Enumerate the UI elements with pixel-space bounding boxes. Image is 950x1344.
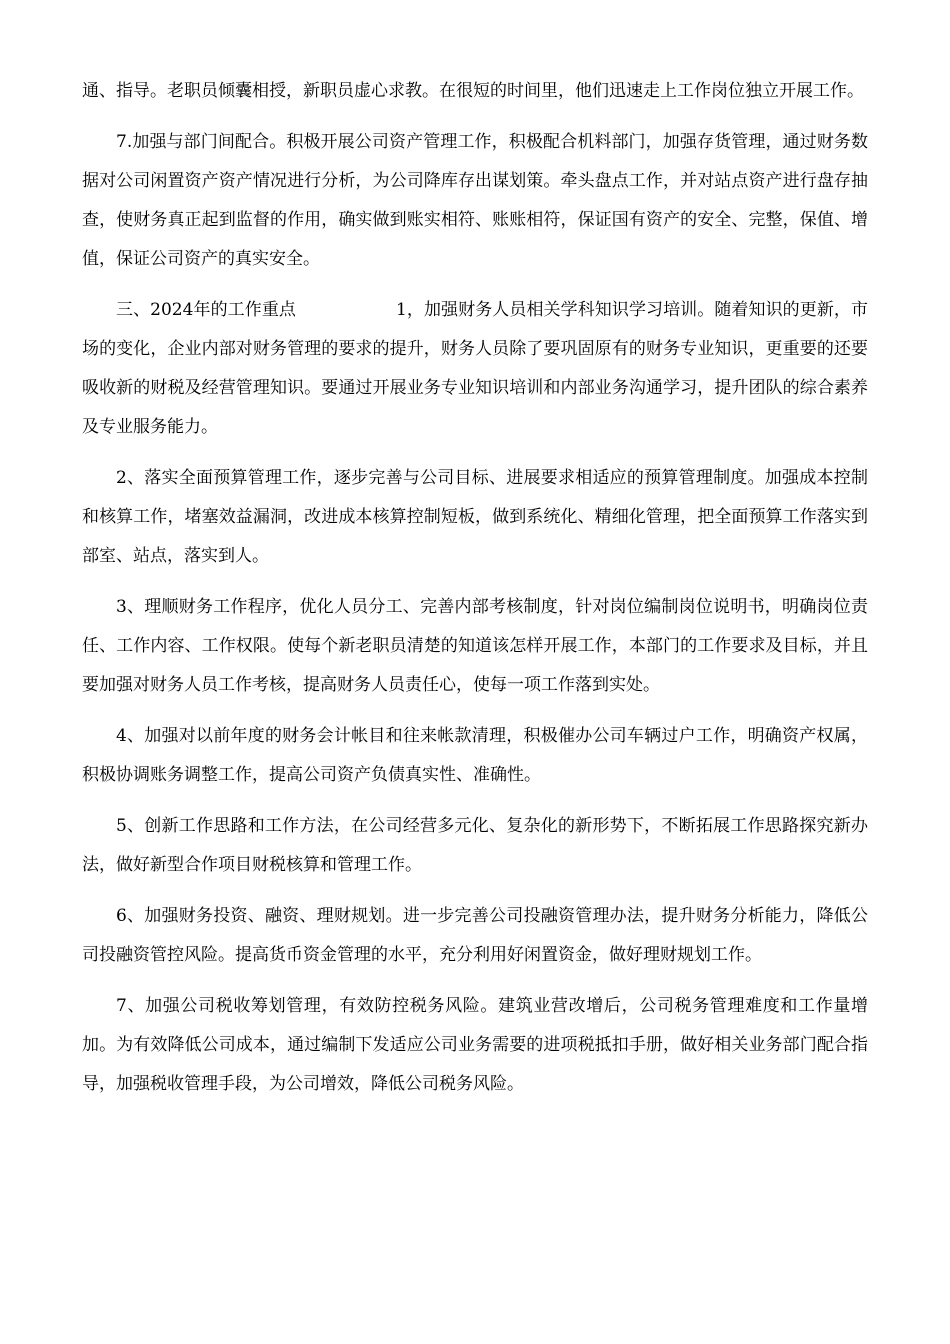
paragraph-item-3: 3、理顺财务工作程序，优化人员分工、完善内部考核制度，针对岗位编制岗位说明书，明确岗位责任、工作内容、工作权限。使每个新老职员清楚的知道该怎样开展工作，本部门的工作要求及目标，并且要加强对财务人员工作考核，提高财务人员责任心，使每一项工作落到实处。 (82, 597, 868, 695)
section-heading: 三、2024年的工作重点 (116, 300, 296, 320)
paragraph-item-7: 7、加强公司税收筹划管理，有效防控税务风险。建筑业营改增后，公司税务管理难度和工作量增加。为有效降低公司成本，通过编制下发适应公司业务需要的进项税抵扣手册，做好相关业务部门配合指导，加强税收管理手段，为公司增效，降低公司税务风险。 (82, 996, 868, 1094)
paragraph-dept-cooperation: 7.加强与部门间配合。积极开展公司资产管理工作，积极配合机料部门，加强存货管理，通过财务数据对公司闲置资产资产情况进行分析，为公司降库存出谋划策。牵头盘点工作，并对站点资产进行盘存抽查，使财务真正起到监督的作用，确实做到账实相符、账账相符，保证国有资产的安全、完整，保值、增值，保证公司资产的真实安全。 (82, 132, 868, 269)
paragraph-item-2: 2、落实全面预算管理工作，逐步完善与公司目标、进展要求相适应的预算管理制度。加强成本控制和核算工作，堵塞效益漏洞，改进成本核算控制短板，做到系统化、精细化管理，把全面预算工作落实到部室、站点，落实到人。 (82, 468, 868, 566)
section-item-1: 1，加强财务人员相关学科知识学习培训。随着知识的更新，市场的变化，企业内部对财务管理的要求的提升，财务人员除了要巩固原有的财务专业知识，更重要的还要吸收新的财税及经营管理知识。要通过开展业务专业知识培训和内部业务沟通学习，提升团队的综合素养及专业服务能力。 (82, 300, 868, 437)
paragraph-item-5: 5、创新工作思路和工作方法，在公司经营多元化、复杂化的新形势下，不断拓展工作思路探究新办法，做好新型合作项目财税核算和管理工作。 (82, 816, 868, 875)
paragraph-continuation: 通、指导。老职员倾囊相授，新职员虚心求教。在很短的时间里，他们迅速走上工作岗位独立开展工作。 (82, 81, 864, 101)
paragraph-item-6: 6、加强财务投资、融资、理财规划。进一步完善公司投融资管理办法，提升财务分析能力，降低公司投融资管控风险。提高货币资金管理的水平，充分利用好闲置资金，做好理财规划工作。 (82, 906, 868, 965)
document-body (82, 72, 868, 1116)
paragraph-item-4: 4、加强对以前年度的财务会计帐目和往来帐款清理，积极催办公司车辆过户工作，明确资产权属，积极协调账务调整工作，提高公司资产负债真实性、准确性。 (82, 726, 868, 785)
section-3-paragraph (82, 291, 868, 447)
